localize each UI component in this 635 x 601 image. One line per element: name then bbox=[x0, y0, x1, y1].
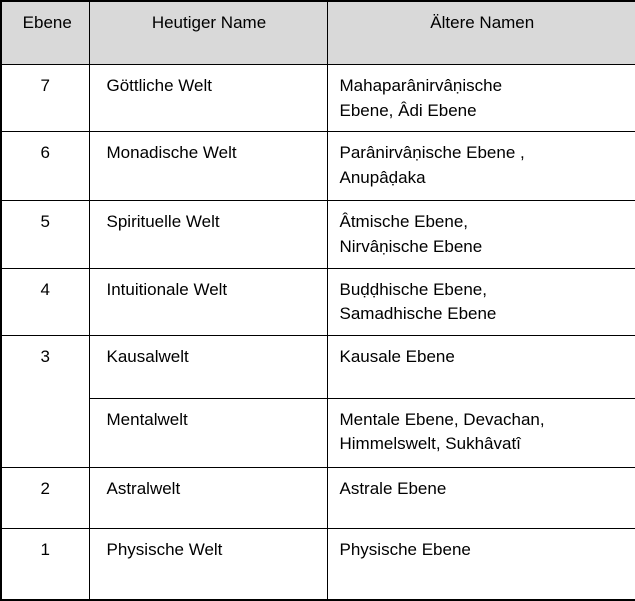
cell-heutiger-name bbox=[89, 268, 327, 335]
cell-ebene-value: 4 bbox=[2, 269, 89, 311]
cell-line: Mahaparânirvâṇische bbox=[340, 74, 626, 99]
cell-heutiger-name bbox=[89, 528, 327, 600]
cell-aeltere-namen-value bbox=[328, 468, 635, 510]
cell-heutiger-name-value: Astralwelt bbox=[90, 468, 327, 510]
cell-aeltere-namen bbox=[327, 201, 635, 268]
cell-aeltere-namen-value bbox=[328, 132, 635, 198]
cell-aeltere-namen-value bbox=[328, 529, 635, 571]
cell-line: Physische Ebene bbox=[340, 538, 626, 563]
table-header bbox=[1, 1, 635, 65]
table-row bbox=[1, 201, 635, 268]
cell-aeltere-namen bbox=[327, 467, 635, 528]
cell-ebene bbox=[1, 65, 89, 132]
cell-aeltere-namen bbox=[327, 132, 635, 201]
table-row bbox=[1, 467, 635, 528]
cell-line: Nirvâṇische Ebene bbox=[340, 235, 626, 260]
table-header-row bbox=[1, 1, 635, 65]
column-header-heutiger-name bbox=[89, 1, 327, 65]
cell-aeltere-namen bbox=[327, 335, 635, 398]
cell-aeltere-namen bbox=[327, 268, 635, 335]
column-header-aeltere-namen-label: Ältere Namen bbox=[328, 2, 635, 44]
table-row bbox=[1, 335, 635, 398]
cell-ebene bbox=[1, 268, 89, 335]
cell-line: Astrale Ebene bbox=[340, 477, 626, 502]
cell-ebene bbox=[1, 132, 89, 201]
cell-aeltere-namen-value bbox=[328, 65, 635, 131]
column-header-ebene bbox=[1, 1, 89, 65]
cell-line: Parânirvâṇische Ebene , bbox=[340, 141, 626, 166]
cell-aeltere-namen-value bbox=[328, 399, 635, 465]
cell-ebene bbox=[1, 467, 89, 528]
cell-heutiger-name bbox=[89, 335, 327, 398]
cell-heutiger-name bbox=[89, 467, 327, 528]
cell-line: Samadhische Ebene bbox=[340, 302, 626, 327]
table-row bbox=[1, 398, 635, 467]
column-header-aeltere-namen bbox=[327, 1, 635, 65]
cell-ebene bbox=[1, 201, 89, 268]
table-row bbox=[1, 132, 635, 201]
cell-ebene bbox=[1, 335, 89, 467]
cell-heutiger-name bbox=[89, 201, 327, 268]
cell-line: Âtmische Ebene, bbox=[340, 210, 626, 235]
cell-line: Ebene, Âdi Ebene bbox=[340, 99, 626, 124]
cell-ebene-value: 7 bbox=[2, 65, 89, 107]
cell-heutiger-name-value: Göttliche Welt bbox=[90, 65, 327, 107]
cell-line: Himmelswelt, Sukhâvatî bbox=[340, 432, 626, 457]
column-header-heutiger-name-label: Heutiger Name bbox=[90, 2, 327, 44]
table-body bbox=[1, 65, 635, 600]
cell-heutiger-name-value: Intuitionale Welt bbox=[90, 269, 327, 311]
cell-line: Anupâḍaka bbox=[340, 166, 626, 191]
cell-heutiger-name-value: Kausalwelt bbox=[90, 336, 327, 378]
cell-heutiger-name-value: Physische Welt bbox=[90, 529, 327, 571]
cell-line: Buḍḍhische Ebene, bbox=[340, 278, 626, 303]
cell-aeltere-namen-value bbox=[328, 201, 635, 267]
table-row bbox=[1, 268, 635, 335]
table-row bbox=[1, 528, 635, 600]
cell-heutiger-name bbox=[89, 65, 327, 132]
cell-ebene-value: 6 bbox=[2, 132, 89, 174]
cell-heutiger-name bbox=[89, 398, 327, 467]
cell-ebene-value: 3 bbox=[2, 336, 89, 378]
cell-line: Kausale Ebene bbox=[340, 345, 626, 370]
table-row bbox=[1, 65, 635, 132]
cell-aeltere-namen bbox=[327, 65, 635, 132]
cell-ebene bbox=[1, 528, 89, 600]
cell-heutiger-name bbox=[89, 132, 327, 201]
column-header-ebene-label: Ebene bbox=[2, 2, 89, 44]
cell-aeltere-namen-value bbox=[328, 269, 635, 335]
cell-heutiger-name-value: Spirituelle Welt bbox=[90, 201, 327, 243]
cell-ebene-value: 1 bbox=[2, 529, 89, 571]
cell-aeltere-namen-value bbox=[328, 336, 635, 378]
cell-heutiger-name-value: Monadische Welt bbox=[90, 132, 327, 174]
cell-aeltere-namen bbox=[327, 528, 635, 600]
cell-ebene-value: 2 bbox=[2, 468, 89, 510]
cell-ebene-value: 5 bbox=[2, 201, 89, 243]
cell-line: Mentale Ebene, Devachan, bbox=[340, 408, 626, 433]
cell-aeltere-namen bbox=[327, 398, 635, 467]
cell-heutiger-name-value: Mentalwelt bbox=[90, 399, 327, 441]
